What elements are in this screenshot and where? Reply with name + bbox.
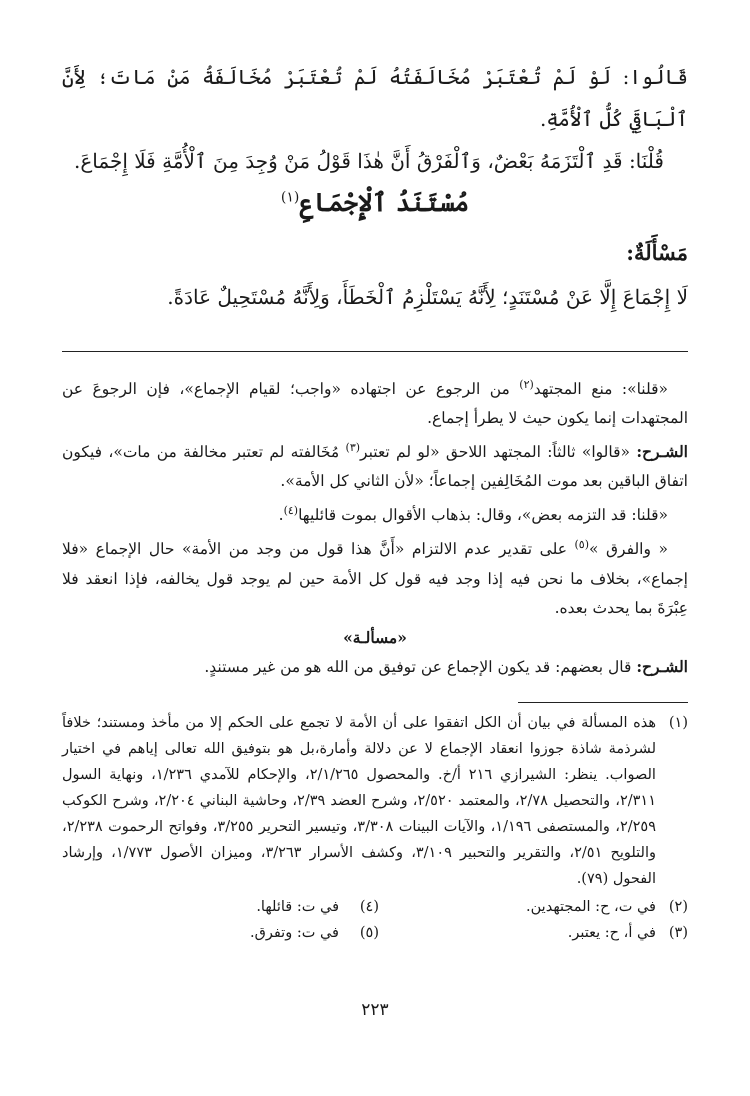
footnote-ref-5: (٥) (574, 538, 589, 552)
section-title-text: مُسْتَنَدُ ٱلْإِجْمَاعِ (299, 188, 470, 217)
matn-reply: قُلْنَا: قَدِ ٱلْتَزَمَهُ بَعْضٌ، وَٱلْفَرْقُ أَنَّ هٰذَا قَوْلُ مَنْ وُجِدَ مِنَ ٱلْأُمَّةِ فَلَا إِجْمَاعَ. (74, 149, 664, 173)
footnote-text: في ت، ح: المجتهدين. (526, 899, 656, 915)
footnote-separator (518, 702, 688, 703)
commentary-para-3: «قلنا: قد التزمه بعض»، وقال: بذهاب الأقوال بموت قائليها$^{(٤)}$. (278, 504, 668, 525)
commentary-para-2: الشـرح: «قالوا» ثالثاً: المجتهد اللاحق «لو لم تعتبر$^{(٣)}$ مُخَالفته لم تعتبر مخالفة من مات»، فيكون اتفاق الباقين بعد موت المُخَالِفين إجماعاً؛ «لأن الثاني كل الأمة». (62, 441, 688, 491)
footnote-text: في ت: قائلها. (256, 899, 339, 915)
footnote-number: (٣) (668, 925, 688, 941)
sharh-label: الشـرح: (636, 656, 688, 676)
commentary-subheading: «مسألـة» (343, 627, 407, 647)
commentary-para-1: «قلنا»: منع المجتهد$^{(٢)}$ من الرجوع عن اجتهاده «واجب؛ لقيام الإجماع»، فإن الرجوعَ عن المجتهدات إنما يكون حيث لا يطرأ إجماع. (62, 378, 688, 428)
matn-objection: قَالُوا: لَوْ لَمْ تُعْتَبَرْ مُخَالَفَتُهُ لَمْ تُعْتَبَرْ مُخَالَفَةُ مَنْ مَاتَ؛ لِأَنَّ ٱلْبَاقِيَ كُلُّ ٱلْأُمَّةِ. (62, 65, 688, 131)
footnote-text: في ت: وتفرق. (249, 925, 339, 941)
sharh-label: الشـرح: (636, 442, 688, 462)
footnote-text: هذه المسألة في بيان أن الكل اتفقوا على أن الأمة لا تجمع على الحكم إلا من مأخذ ومستند؛ خلافاً لشرذمة شاذة جوزوا انعقاد الإجماع لا عن دلالة وأمارة،بل هو بتوفيق الله تعالى إياهم في اختيار الصواب. ينظر: الشيرازي ٢١٦ أ/خ. والمحصول ٢/١/٢٦٥، والإحكام للآمدي ١/٢٣٦، ونهاية السول ٢/٣١١، والتحصيل ٢/٧٨، والمعتمد ٢/٥٢٠، وشرح العضد ٢/٣٩، وحاشية البناني ٢/٢٠٤، وشرح الكوكب ٢/٢٥٩، والمستصفى ١/١٩٦، والآيات البينات ٣/٣٠٨، وتيسير التحرير ٣/٢٥٥، وفواتح الرحموت ٢/٢٣٨، والتلويح ٢/٥١، والتقرير والتحبير ٣/١٠٩، وكشف الأسرار ٣/٢٦٣، وميزان الأصول ١/٧٧٣، وإرشاد الفحول (٧٩). (62, 715, 656, 887)
commentary (62, 370, 688, 682)
section-title (62, 188, 688, 217)
section-title-footnote-ref: (١) (280, 189, 300, 206)
footnote-ref-2: (٢) (519, 378, 534, 391)
footnote-number: (٥) (359, 925, 379, 941)
footnote-number: (١) (668, 715, 688, 731)
footnotes (62, 710, 688, 946)
footnote-ref-4: (٤) (283, 504, 299, 518)
matn-separator (62, 351, 688, 352)
footnote-number: (٤) (359, 899, 379, 915)
masala-heading: مَسْأَلَةٌ: (626, 240, 688, 265)
footnote-ref-3: (٣) (345, 441, 361, 455)
masala-text: لَا إِجْمَاعَ إِلَّا عَنْ مُسْتَنَدٍ؛ لِأَنَّهُ يَسْتَلْزِمُ ٱلْخَطَأَ، وَلِأَنَّهُ مُسْتَحِيلٌ عَادَةً. (167, 285, 688, 309)
book-page (62, 0, 688, 1096)
footnote-text: في أ، ح: يعتبر. (567, 925, 656, 941)
footnote-1 (62, 710, 688, 892)
footnote-number: (٢) (668, 899, 688, 915)
footnotes-short (62, 894, 688, 946)
commentary-para-5: الشـرح: قال بعضهم: قد يكون الإجماع عن توفيق من الله هو من غير مستندٍ. (204, 656, 688, 676)
commentary-para-4: « والفرق »$^{(٥)}$ على تقدير عدم الالتزام «أَنَّ هذا قول من وجد من الأمة» حال الإجماع «فلا إجماع»، بخلاف ما نحن فيه إذا وجد فيه قول كل الأمة حين لم يوجد قول يخالفه، فإذا انعقد فلا عِبْرَةَ بما يحدث بعده. (62, 538, 688, 617)
page-number: ٢٢٣ (361, 1000, 389, 1020)
